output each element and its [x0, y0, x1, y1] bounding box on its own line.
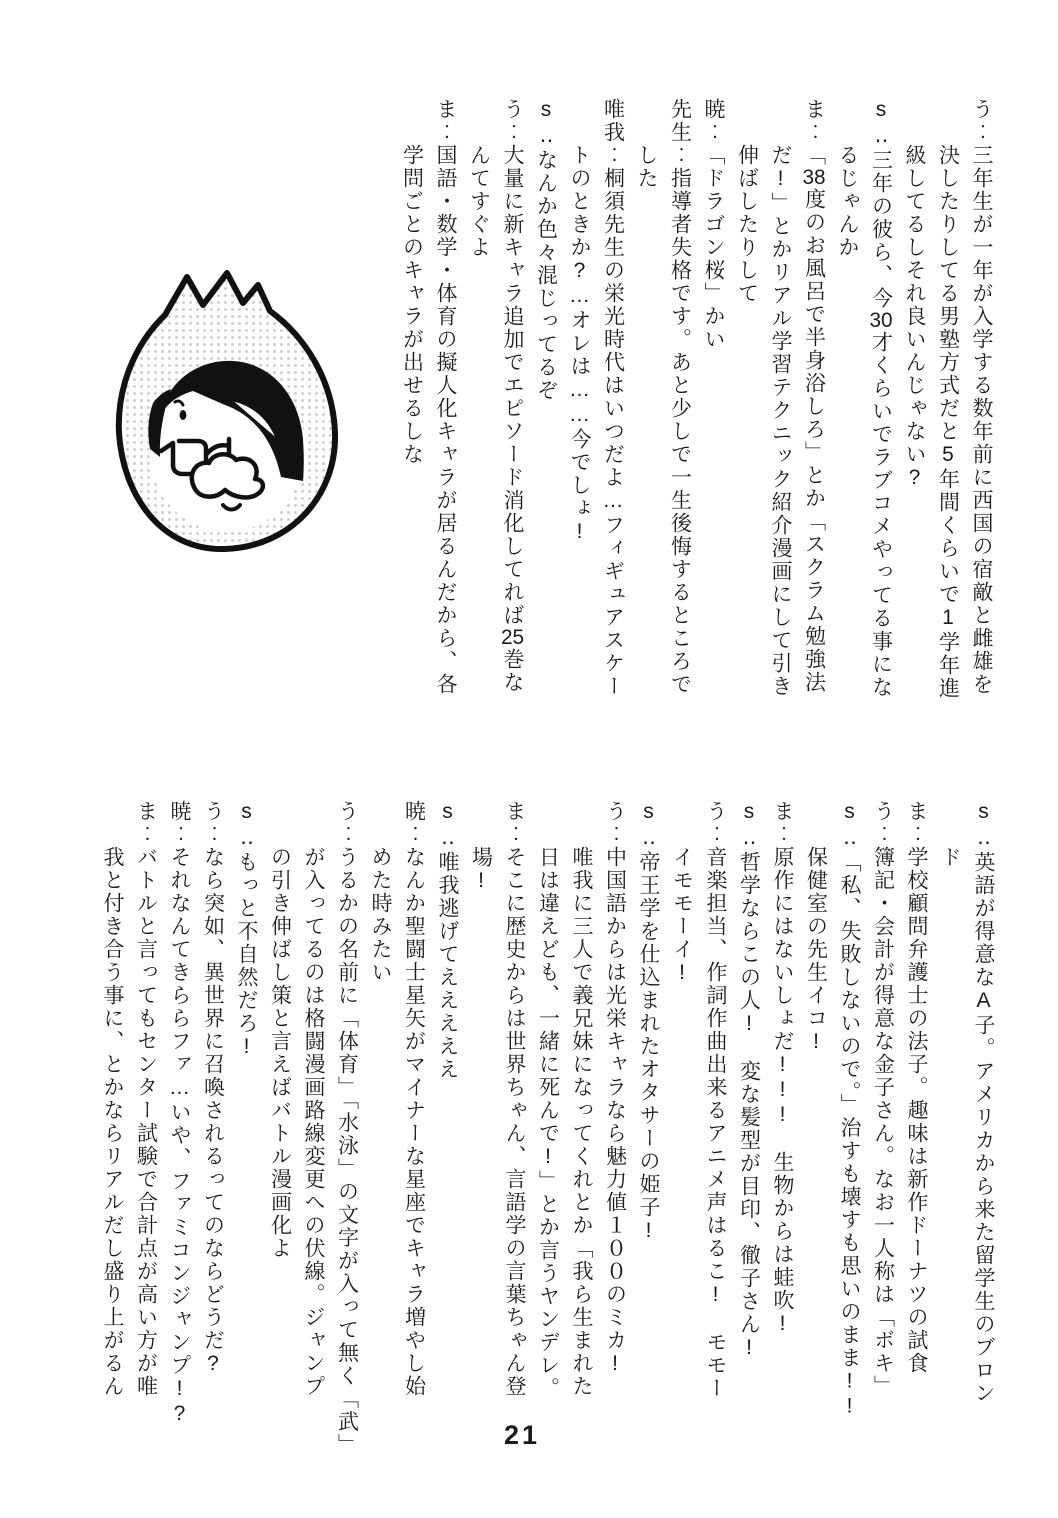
dialogue-column: 日は違えども、一緒に死んで!」とか言うヤンデレ。 — [536, 846, 560, 1400]
dialogue-column: s‥「私、失敗しないので。」治すも壊すも思いのまま!! — [838, 800, 861, 1420]
dialogue-column: 場! — [469, 846, 493, 894]
dialogue-column: s‥唯我逃げてえええええ — [436, 800, 459, 1081]
dialogue-column: 伸ばしたりして — [735, 144, 759, 305]
dialogue-column: ド — [938, 846, 962, 869]
dialogue-column: ま‥バトルと言ってもセンター試験で合計点が高い方が唯 — [134, 800, 158, 1398]
dialogue-column: 唯我‥桐須先生の栄光時代はいつだよ…フィギュアスケー — [601, 98, 625, 698]
dialogue-column: の引き伸ばし策と言えばバトル漫画化よ — [268, 846, 292, 1260]
dialogue-column: s‥三年の彼ら、今30才くらいでラブコメやってる事にな — [869, 98, 893, 699]
dialogue-column: 暁‥なんか聖闘士星矢がマイナーな星座でキャラ増やし始 — [402, 800, 426, 1398]
dialogue-column: 先生‥指導者失格です。あと少しで一生後悔するところで — [668, 98, 692, 696]
dialogue-column: ま‥「38度のお風呂で半身浴しろ」とか「スクラム勉強法 — [802, 98, 826, 694]
dialogue-column: ま‥そこに歴史からは世界ちゃん、言語学の言葉ちゃん登 — [503, 800, 526, 1398]
dialogue-column: 決したりしてる男塾方式だと5年間くらいで1学年進 — [936, 144, 960, 700]
dialogue-column: う‥音楽担当、作詞作曲出来るアニメ声はるこ! モモー — [704, 800, 727, 1400]
dialogue-column: う‥簿記・会計が得意な金子さん。なお一人称は「ボキ」 — [871, 800, 895, 1398]
dialogue-column: 保健室の先生イコ! — [804, 846, 828, 1055]
dialogue-column: う‥うるかの名前に「体育」「水泳」の文字が入って無く「武」 — [335, 800, 359, 1457]
dialogue-column: う‥大量に新キャラ追加でエピソード消化してれば25巻な — [500, 98, 525, 694]
dialogue-column: 級してるしそれ良いんじゃない? — [903, 144, 926, 491]
dialogue-column: んてすぐよ — [467, 144, 491, 259]
dialogue-column: s‥英語が得意なA子。アメリカから来た留学生のブロン — [972, 800, 995, 1405]
dialogue-column: う‥なら突如、異世界に召喚されるってのならどうだ? — [201, 800, 225, 1377]
dialogue-column: ま‥原作にはないしょだ!!! 生物からは蛙吹! — [771, 800, 794, 1337]
dialogue-column: う‥三年生が一年が入学する数年前に西国の宿敵と雌雄を — [970, 98, 993, 696]
dialogue-column: ま‥国語・数学・体育の擬人化キャラが居るんだから、各 — [434, 98, 457, 696]
dialogue-column: だ!」とかリアル学習テクニック紹介漫画にして引き — [769, 144, 792, 698]
dialogue-column: イモモーイ! — [670, 846, 694, 986]
dialogue-column: した — [635, 144, 658, 190]
dialogue-column: s‥帝王学を仕込まれたオタサーの姫子! — [637, 800, 660, 1244]
dialogue-column: s‥なんか色々混じってるぞ — [534, 98, 558, 402]
page-number: 21 — [503, 1420, 541, 1450]
dialogue-column: るじゃんか — [836, 144, 859, 259]
dialogue-column: う‥中国語からは光栄キャラなら魅力値１００のミカ! — [603, 800, 627, 1377]
dialogue-column: s‥もっと不自然だろ! — [235, 800, 258, 1060]
dialogue-column: ま‥学校顧問弁護士の法子。趣味は新作ドーナツの試食 — [905, 800, 928, 1375]
eye — [180, 410, 187, 420]
dialogue-column: トのときか?…オレは……今でしょ! — [568, 144, 591, 545]
dialogue-column: 唯我に三人で義兄妹になってくれとか「我ら生まれた — [570, 846, 593, 1398]
dialogue-column: めた時みたい — [369, 846, 392, 984]
dialogue-column: 学問ごとのキャラが出せるしな — [400, 144, 424, 466]
dialogue-column: 暁‥それなんてきららファ…いや、ファミコンジャンプ!? — [168, 800, 191, 1427]
dialogue-column: s‥哲学ならこの人! 変な髪型が目印、徹子さん! — [737, 800, 761, 1361]
bottom-dialogue-block — [96, 800, 1001, 1457]
dialogue-column: が入ってるのは格闘漫画路線変更への伏線。ジャンプ — [302, 846, 325, 1398]
top-dialogue-block — [395, 98, 998, 730]
cartoon-face-illustration — [103, 243, 355, 565]
dialogue-column: 我と付き合う事に、とかならリアルだし盛り上がるん — [101, 846, 124, 1398]
dialogue-column: 暁‥「ドラゴン桜」かい — [702, 98, 725, 351]
